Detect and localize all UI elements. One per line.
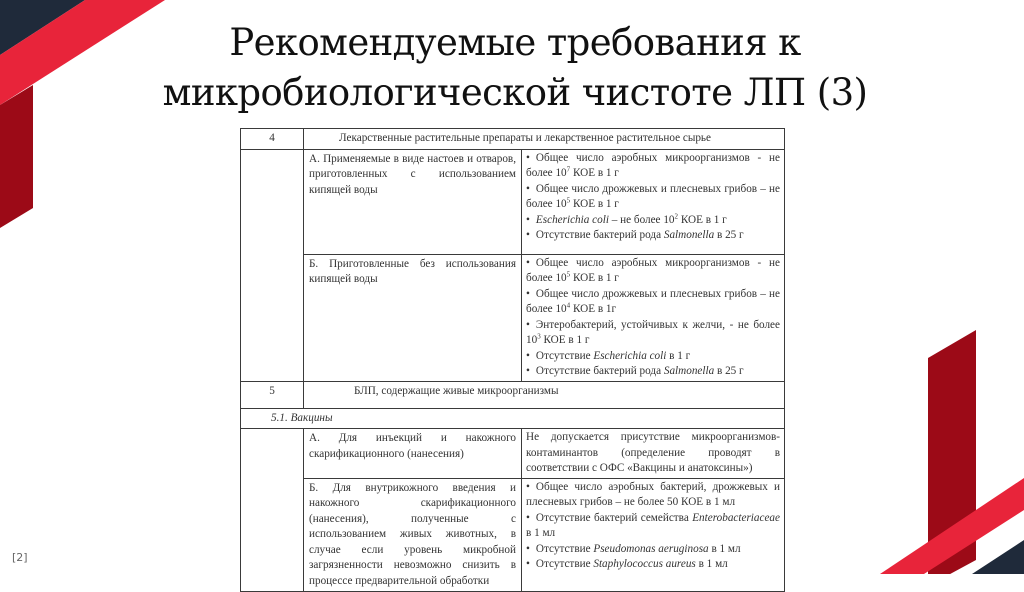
table-row-4a (241, 149, 785, 254)
title-line-1: Рекомендуемые требования к (229, 21, 801, 64)
list-item: • Отсутствие Pseudomonas aeruginosa в 1 мл (526, 542, 780, 558)
category-heading: Лекарственные растительные препараты и лекарственное растительное сырье (304, 129, 785, 150)
list-item: • Энтеробактерий, устойчивых к желчи, - не более $10^3$ КОЕ в 1 г (526, 318, 780, 349)
list-item: • Общее число аэробных микроорганизмов - не более $10^5$ КОЕ в 1 г (526, 256, 780, 287)
table-row-4b (241, 254, 785, 381)
category-label: А. Для инъекций и накожного скарификационного (нанесения) (304, 429, 522, 479)
requirements-list (522, 478, 785, 592)
bottom-right-ribbon-decoration (880, 330, 1024, 574)
list-item: • Отсутствие бактерий семейства Enterobacteriaceae в 1 мл (526, 511, 780, 542)
category-label: Б. Для внутрикожного введения и накожного скарификационного (нанесения), полученные с использованием живых животных, в случае если уровень микробной загрязненности невозможно снизить в процессе предварительной обработки (304, 478, 522, 592)
requirements-table (240, 128, 785, 592)
list-item: • Отсутствие бактерий рода Salmonella в 25 г (526, 364, 780, 380)
title-line-2: микробиологической чистоте ЛП (3) (162, 71, 868, 114)
requirements-list (522, 149, 785, 254)
list-item: • Общее число аэробных бактерий, дрожжевых и плесневых грибов – не более 50 КОЕ в 1 мл (526, 480, 780, 511)
requirements-list (522, 254, 785, 381)
category-label: А. Применяемые в виде настоев и отваров, приготовленных с использованием кипящей воды (304, 149, 522, 254)
list-item: • Escherichia coli – не более $10^2$ КОЕ в 1 г (526, 213, 780, 229)
list-item: • Отсутствие Staphylococcus aureus в 1 мл (526, 557, 780, 573)
list-item: • Общее число дрожжевых и плесневых грибов – не более $10^4$ КОЕ в 1г (526, 287, 780, 318)
row-number: 5 (241, 381, 304, 408)
list-item: • Общее число аэробных микроорганизмов - не более $10^7$ КОЕ в 1 г (526, 151, 780, 182)
table-row-4-heading (241, 129, 785, 150)
table-row-5-heading (241, 381, 785, 408)
reference-footnote: [2] (12, 551, 28, 564)
category-heading: БЛП, содержащие живые микроорганизмы (304, 381, 785, 408)
section-heading: 5.1. Вакцины (241, 408, 785, 429)
table-row-5b (241, 478, 785, 592)
table-row-section (241, 408, 785, 429)
table-row-5a (241, 429, 785, 479)
list-item: • Отсутствие Escherichia coli в 1 г (526, 349, 780, 365)
slide-title (120, 18, 910, 118)
requirements-table-image (240, 128, 785, 587)
list-item: • Отсутствие бактерий рода Salmonella в 25 г (526, 228, 780, 244)
category-label: Б. Приготовленные без использования кипящей воды (304, 254, 522, 381)
list-item: • Общее число дрожжевых и плесневых грибов – не более $10^5$ КОЕ в 1 г (526, 182, 780, 213)
requirement-text: Не допускается присутствие микроорганизмов-контаминантов (определение проводят в соответствии с ОФС «Вакцины и анатоксины») (522, 429, 785, 479)
row-number: 4 (241, 129, 304, 150)
